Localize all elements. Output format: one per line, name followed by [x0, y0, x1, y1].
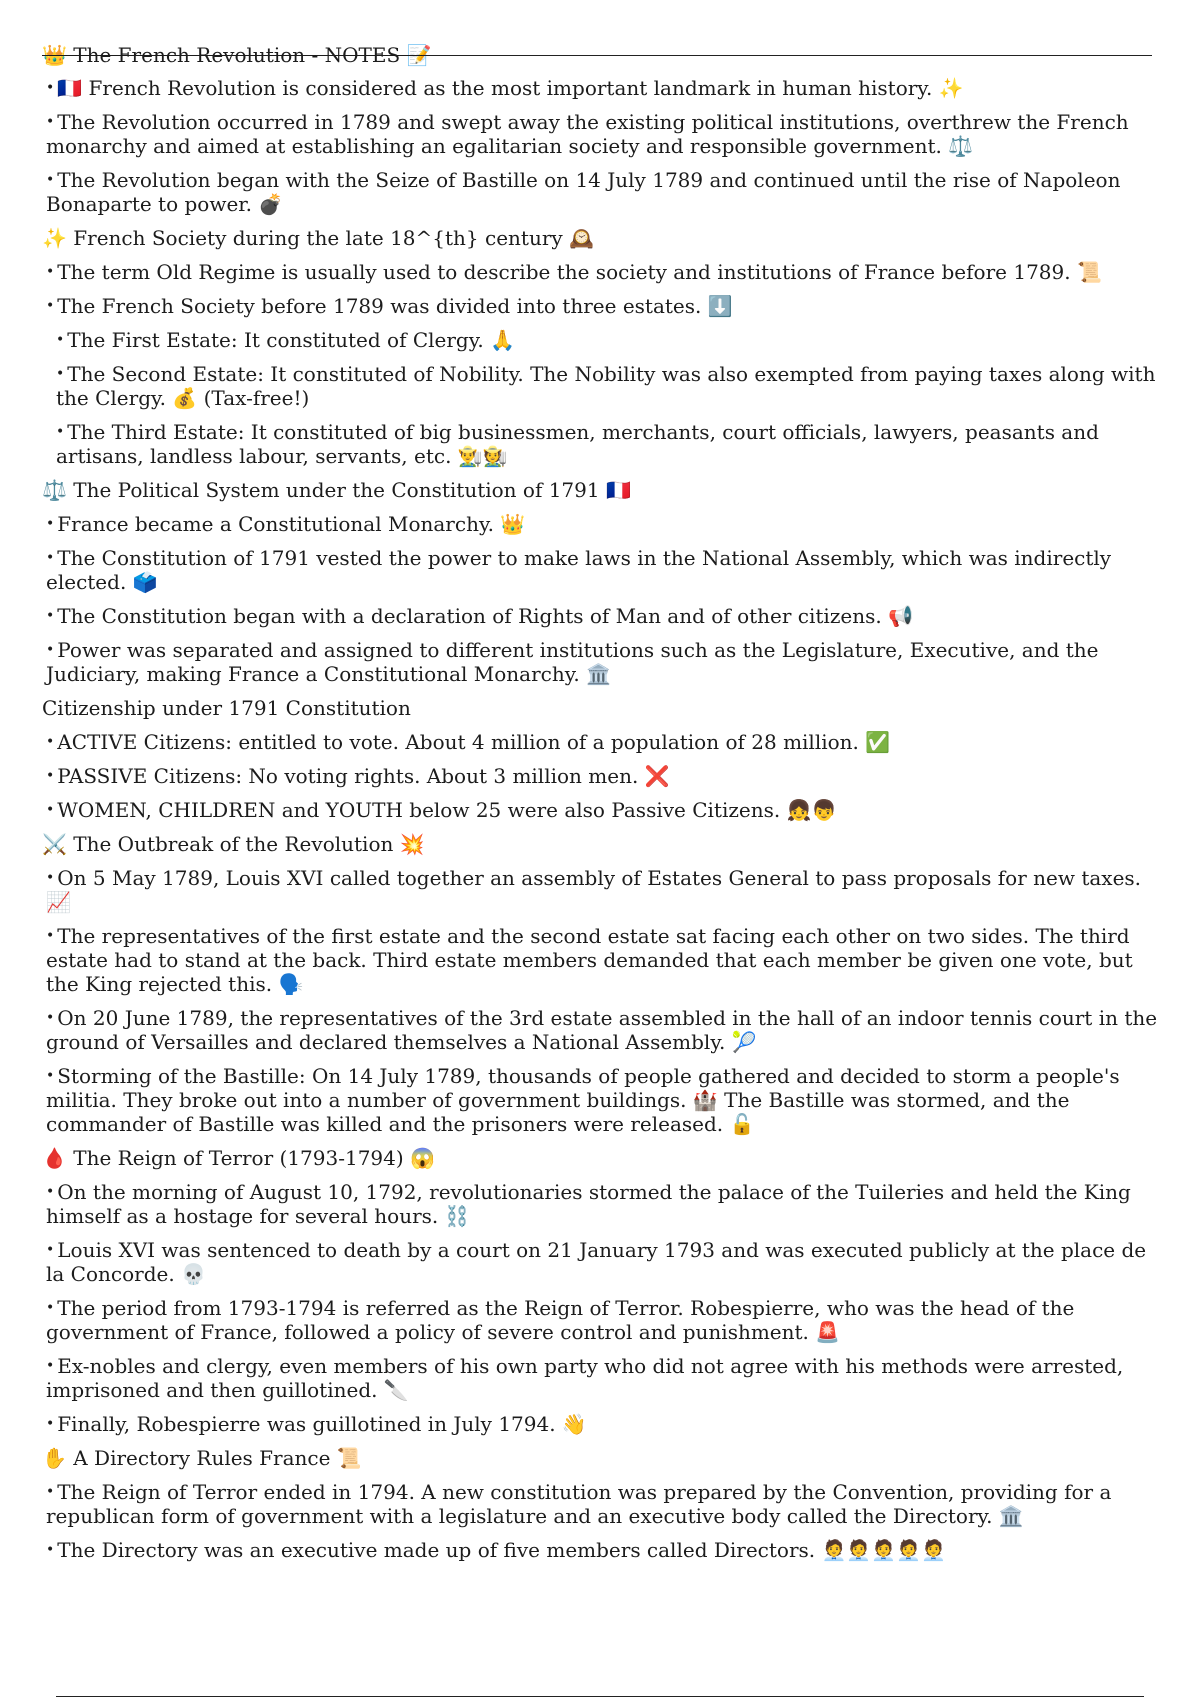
line-text: The Reign of Terror ended in 1794. A new constitution was prepared by the Convention, providing for a republican form of government with a legislature and an executive body called the Directory. 🏛️ — [46, 1480, 1112, 1528]
bullet-marker: • — [46, 1242, 55, 1258]
bullet-marker: • — [46, 172, 55, 188]
bullet-item — [42, 1480, 1162, 1528]
title-underline — [422, 55, 1152, 56]
bullet-item — [42, 294, 1162, 318]
bullet-marker: • — [46, 768, 55, 784]
line-text: The representatives of the first estate and the second estate sat facing each other on two sides. The third estate had to stand at the back. Third estate members demanded that each member be given one vote, but the King rejected this. 🗣️ — [46, 924, 1133, 996]
line-text: ✋ A Directory Rules France 📜 — [42, 1446, 362, 1470]
line-text: Power was separated and assigned to different institutions such as the Legislature, Executive, and the Judiciary, making France a Constitutional Monarchy. 🏛️ — [46, 638, 1099, 686]
bullet-marker: • — [46, 1010, 55, 1026]
section-heading — [42, 1146, 1162, 1170]
bullet-item — [42, 1412, 1162, 1436]
line-text: The Revolution occurred in 1789 and swept away the existing political institutions, overthrew the French monarchy and aimed at establishing an egalitarian society and responsible government. ⚖️ — [46, 110, 1129, 158]
bullet-item — [42, 764, 1162, 788]
section-heading — [42, 1446, 1162, 1470]
section-heading — [42, 832, 1162, 856]
bullet-marker: • — [46, 870, 55, 886]
bullet-marker: • — [46, 516, 55, 532]
sub-bullet-item — [42, 362, 1162, 410]
notes-body — [42, 76, 1162, 1562]
bullet-item — [42, 1006, 1162, 1054]
title-row — [42, 38, 1162, 66]
bullet-marker: • — [46, 80, 55, 96]
line-text: Louis XVI was sentenced to death by a court on 21 January 1793 and was executed publicly at the place de la Concorde. 💀 — [46, 1238, 1147, 1286]
line-text: ACTIVE Citizens: entitled to vote. About 4 million of a population of 28 million. ✅ — [57, 730, 891, 754]
sub-bullet-item — [42, 420, 1162, 468]
line-text: Storming of the Bastille: On 14 July 1789, thousands of people gathered and decided to storm a people's militia. They broke out into a number of government buildings. 🏰 The Bastille was stormed, and the commander of Bastille was killed and the prisoners were released. 🔓 — [46, 1064, 1120, 1136]
bullet-marker: • — [46, 1184, 55, 1200]
bullet-marker: • — [46, 264, 55, 280]
bullet-marker: • — [46, 114, 55, 130]
bullet-item — [42, 1238, 1162, 1286]
bullet-marker: • — [46, 1358, 55, 1374]
bullet-marker: • — [46, 298, 55, 314]
bullet-item — [42, 168, 1162, 216]
line-text: On 5 May 1789, Louis XVI called together an assembly of Estates General to pass proposals for new taxes. 📈 — [46, 866, 1142, 914]
line-text: Ex-nobles and clergy, even members of his own party who did not agree with his methods were arrested, imprisoned and then guillotined. 🔪 — [46, 1354, 1124, 1402]
line-text: PASSIVE Citizens: No voting rights. About 3 million men. ❌ — [57, 764, 670, 788]
bullet-item — [42, 546, 1162, 594]
bullet-item — [42, 1538, 1162, 1562]
line-text: ⚔️ The Outbreak of the Revolution 💥 — [42, 832, 425, 856]
bullet-item — [42, 730, 1162, 754]
page-title: 👑 The French Revolution - NOTES 📝 — [42, 43, 432, 67]
bullet-item — [42, 798, 1162, 822]
line-text: Finally, Robespierre was guillotined in July 1794. 👋 — [57, 1412, 587, 1436]
footer-divider — [56, 1696, 1144, 1697]
bullet-marker: • — [46, 550, 55, 566]
bullet-item — [42, 76, 1162, 100]
line-text: Citizenship under 1791 Constitution — [42, 696, 411, 720]
line-text: The Revolution began with the Seize of Bastille on 14 July 1789 and continued until the rise of Napoleon Bonaparte to power. 💣 — [46, 168, 1121, 216]
bullet-marker: • — [46, 1068, 55, 1084]
bullet-marker: • — [46, 642, 55, 658]
bullet-item — [42, 260, 1162, 284]
bullet-marker: • — [46, 928, 55, 944]
line-text: The Constitution began with a declaration of Rights of Man and of other citizens. 📢 — [57, 604, 913, 628]
bullet-marker: • — [56, 366, 65, 382]
bullet-item — [42, 512, 1162, 536]
bullet-item — [42, 604, 1162, 628]
line-text: The period from 1793-1794 is referred as the Reign of Terror. Robespierre, who was the head of the government of France, followed a policy of severe control and punishment. 🚨 — [46, 1296, 1075, 1344]
line-text: WOMEN, CHILDREN and YOUTH below 25 were also Passive Citizens. 👧👦 — [57, 798, 837, 822]
bullet-marker: • — [46, 1484, 55, 1500]
line-text: ✨ French Society during the late 18^{th} century 🕰️ — [42, 226, 594, 250]
notes-page — [42, 38, 1162, 1562]
line-text: The term Old Regime is usually used to describe the society and institutions of France before 1789. 📜 — [57, 260, 1102, 284]
line-text: ⚖️ The Political System under the Constitution of 1791 🇫🇷 — [42, 478, 631, 502]
line-text: On the morning of August 10, 1792, revolutionaries stormed the palace of the Tuileries and held the King himself as a hostage for several hours. ⛓️ — [46, 1180, 1131, 1228]
line-text: The Directory was an executive made up of five members called Directors. 🧑‍💼🧑‍💼🧑‍💼🧑‍💼🧑‍💼 — [57, 1538, 947, 1562]
bullet-marker: • — [46, 734, 55, 750]
section-heading — [42, 478, 1162, 502]
line-text: 🇫🇷 French Revolution is considered as the most important landmark in human history. ✨ — [57, 76, 964, 100]
section-heading — [42, 696, 1162, 720]
bullet-marker: • — [56, 424, 65, 440]
bullet-marker: • — [46, 1300, 55, 1316]
line-text: The First Estate: It constituted of Clergy. 🙏 — [67, 328, 515, 352]
line-text: The Third Estate: It constituted of big businessmen, merchants, court officials, lawyers, peasants and artisans, landless labour, servants, etc. 👨‍🌾🧑‍🌾 — [56, 420, 1099, 468]
bullet-marker: • — [46, 1416, 55, 1432]
sub-bullet-item — [42, 328, 1162, 352]
bullet-item — [42, 1354, 1162, 1402]
line-text: On 20 June 1789, the representatives of the 3rd estate assembled in the hall of an indoor tennis court in the ground of Versailles and declared themselves a National Assembly. 🎾 — [46, 1006, 1158, 1054]
bullet-marker: • — [46, 608, 55, 624]
bullet-marker: • — [46, 802, 55, 818]
line-text: The French Society before 1789 was divided into three estates. ⬇️ — [57, 294, 733, 318]
bullet-item — [42, 1180, 1162, 1228]
bullet-item — [42, 638, 1162, 686]
line-text: The Second Estate: It constituted of Nobility. The Nobility was also exempted from paying taxes along with the Clergy. 💰 (Tax-free!) — [56, 362, 1156, 410]
section-heading — [42, 226, 1162, 250]
line-text: The Constitution of 1791 vested the power to make laws in the National Assembly, which was indirectly elected. 🗳️ — [46, 546, 1112, 594]
bullet-item — [42, 1064, 1162, 1136]
bullet-item — [42, 924, 1162, 996]
bullet-marker: • — [46, 1542, 55, 1558]
bullet-marker: • — [56, 332, 65, 348]
bullet-item — [42, 110, 1162, 158]
bullet-item — [42, 866, 1162, 914]
line-text: France became a Constitutional Monarchy. 👑 — [57, 512, 526, 536]
bullet-item — [42, 1296, 1162, 1344]
line-text: 🩸 The Reign of Terror (1793-1794) 😱 — [42, 1146, 435, 1170]
